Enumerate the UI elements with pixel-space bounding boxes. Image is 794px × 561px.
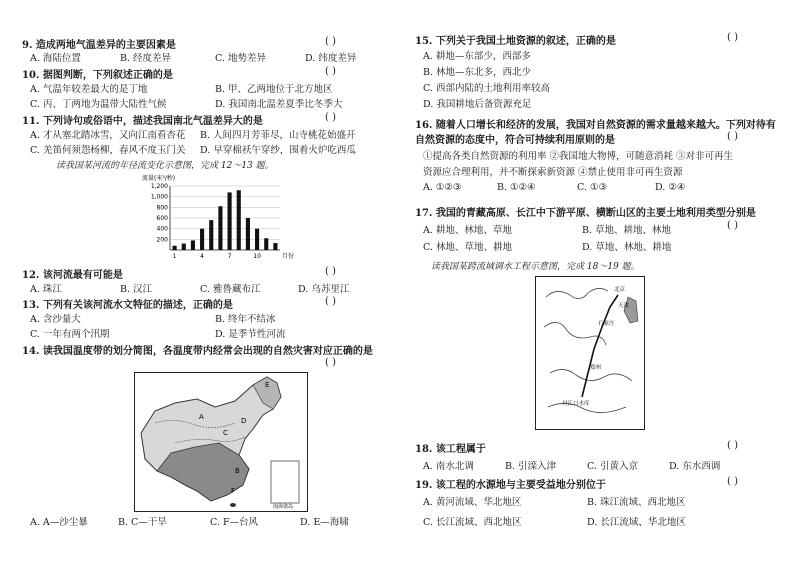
hainan-island (230, 503, 236, 507)
question-18: 18. 该工程属于 (415, 444, 486, 455)
option[interactable]: B. ①②④ (497, 182, 536, 193)
bar (264, 238, 268, 250)
bar (209, 220, 213, 250)
answer-bracket[interactable]: ( ) (325, 266, 336, 277)
y-tick-label: 800 (156, 204, 168, 212)
option[interactable]: A. 南水北调 (423, 461, 474, 472)
option[interactable]: D. 是季节性河流 (215, 329, 286, 340)
bar (182, 244, 186, 250)
option[interactable]: A. 气温年较差最大的是丁地 (30, 84, 148, 95)
option[interactable]: D. 纬度差异 (305, 53, 357, 64)
y-axis-label: 流量(米³/秒) (142, 175, 176, 182)
option[interactable]: D. ②④ (655, 182, 686, 193)
answer-bracket[interactable]: ( ) (325, 112, 336, 123)
question-12: 12. 该河流最有可能是 (22, 270, 123, 281)
inset-label: 南海诸岛 (273, 504, 294, 510)
bar (273, 243, 277, 250)
label-shijiazhuang: 石家庄 (598, 321, 615, 327)
question-9: 9. 造成两地气温差异的主要因素是 (22, 40, 176, 51)
statement-line: ①提高各类自然资源的利用率 ②我国地大物博，可随意消耗 ③对非可再生 (423, 151, 734, 162)
option[interactable]: C. 丙、丁两地为温带大陆性气候 (30, 99, 167, 110)
option[interactable]: B. 汉江 (120, 284, 153, 295)
y-tick-label: 400 (156, 225, 168, 233)
option[interactable]: C. 雅鲁藏布江 (200, 284, 261, 295)
option[interactable]: B. 人间四月芳菲尽，山寺桃花始盛开 (200, 130, 356, 141)
answer-bracket[interactable]: ( ) (325, 36, 336, 47)
map-label-c: C (223, 429, 228, 437)
option[interactable]: D. 我国南北温差夏季比冬季大 (215, 99, 343, 110)
answer-bracket[interactable]: ( ) (325, 296, 336, 307)
option[interactable]: A. 耕地—东部少，西部多 (423, 51, 531, 62)
option[interactable]: A. A—沙尘暴 (30, 517, 88, 528)
option[interactable]: A. 才从塞北踏冰雪，又向江南看杏花 (30, 130, 186, 141)
option[interactable]: A. 黄河流域、华北地区 (423, 497, 522, 508)
option[interactable]: A. 含沙量大 (30, 314, 81, 325)
option[interactable]: C. 地势差异 (215, 53, 266, 64)
y-tick-label: 1,000 (150, 193, 168, 201)
bar (237, 190, 241, 250)
label-tianjin: 天津 (618, 303, 630, 309)
map-label-f: F (231, 487, 236, 495)
question-16: 16. 随着人口增长和经济的发展，我国对自然资源的需求量越来越大。下列对待有 (415, 120, 776, 131)
bar (200, 229, 204, 250)
figure-intro: 读我国某河流的年径流变化示意图，完成 12～13 题。 (56, 161, 274, 171)
answer-bracket[interactable]: ( ) (727, 131, 738, 142)
option[interactable]: A. 海陆位置 (30, 53, 81, 64)
option[interactable]: C. 羌笛何须怨杨柳，春风不度玉门关 (30, 145, 186, 156)
option[interactable]: B. 草地、耕地、林地 (582, 225, 672, 236)
option[interactable]: A. 耕地、林地、草地 (423, 225, 512, 236)
option[interactable]: D. 早穿棉袄午穿纱，围着火炉吃西瓜 (200, 145, 356, 156)
y-tick-label: 1,200 (150, 183, 168, 190)
option[interactable]: C. 一年有两个汛期 (30, 329, 110, 340)
option[interactable]: B. 引滦入津 (505, 461, 557, 472)
water-transfer-map (535, 276, 645, 430)
option[interactable]: B. 经度差异 (120, 53, 172, 64)
question-14: 14. 读我国温度带的划分简图，各温度带内经常会出现的自然灾害对应正确的是 (22, 346, 373, 357)
answer-bracket[interactable]: ( ) (727, 32, 738, 43)
x-tick-label: 7 (227, 253, 232, 260)
option[interactable]: B. 终年不结冰 (215, 314, 276, 325)
answer-bracket[interactable]: ( ) (727, 440, 738, 451)
figure-intro: 读我国某跨流域调水工程示意图，完成 18～19 题。 (431, 262, 640, 272)
x-tick-label: 4 (200, 253, 204, 260)
bar (228, 192, 232, 250)
statement-line: 资源应合理利用，并不断探索新资源 ④禁止使用非可再生资源 (423, 167, 683, 178)
option[interactable]: C. 西部内陆的土地利用率较高 (423, 83, 550, 94)
option[interactable]: D. 东水西调 (669, 461, 721, 472)
bar (246, 218, 250, 250)
answer-bracket[interactable]: ( ) (325, 357, 336, 368)
option[interactable]: C. 林地、草地、耕地 (423, 242, 512, 253)
map-label-e: E (265, 381, 270, 389)
option[interactable]: D. 长江流域、华北地区 (587, 517, 686, 528)
river (550, 369, 632, 381)
option[interactable]: C. 长江流域、西北地区 (423, 517, 522, 528)
option[interactable]: D. E—海啸 (300, 517, 349, 528)
option[interactable]: A. 珠江 (30, 284, 62, 295)
option[interactable]: C. F—台风 (210, 517, 259, 528)
y-tick-label: 200 (156, 236, 168, 244)
bar (173, 246, 177, 250)
map-label-b: B (235, 467, 240, 475)
option[interactable]: D. 我国耕地后备资源充足 (423, 99, 532, 110)
river (546, 288, 608, 298)
x-tick-label: 1 (172, 253, 177, 260)
question-16-cont: 自然资源的态度中，符合可持续利用原则的是 (415, 135, 615, 146)
map-label-d: D (241, 417, 247, 425)
option[interactable]: B. 甲、乙两地位于北方地区 (215, 84, 333, 95)
x-axis-label: 月份 (282, 253, 295, 260)
option[interactable]: C. 引黄入京 (587, 461, 638, 472)
answer-bracket[interactable]: ( ) (727, 220, 738, 231)
bar (255, 229, 259, 250)
y-tick-label: 600 (156, 215, 168, 222)
x-tick-label: 10 (253, 253, 261, 260)
temperature-zone-map (134, 372, 308, 512)
label-zhengzhou: 郑州 (590, 365, 602, 371)
question-10: 10. 据图判断，下列叙述正确的是 (22, 70, 173, 81)
option[interactable]: C. ①③ (577, 182, 608, 193)
option[interactable]: D. 草地、林地、耕地 (582, 242, 672, 253)
answer-bracket[interactable]: ( ) (727, 476, 738, 487)
option[interactable]: B. C—干旱 (118, 517, 167, 528)
option[interactable]: D. 乌苏里江 (298, 284, 350, 295)
question-13: 13. 下列有关该河流水文特征的描述，正确的是 (22, 300, 233, 311)
runoff-chart (140, 172, 295, 264)
label-beijing: 北京 (614, 287, 626, 293)
question-17: 17. 我国的青藏高原、长江中下游平原、横断山区的主要土地利用类型分别是 (415, 208, 756, 219)
bohai-sea (624, 297, 638, 323)
south-sea-inset (271, 461, 299, 503)
label-danjiangkou: 丹江口水库 (562, 401, 590, 407)
bar (218, 206, 222, 250)
map-label-a: A (199, 413, 204, 421)
question-19: 19. 该工程的水源地与主要受益地分别位于 (415, 480, 606, 491)
bar (191, 240, 195, 250)
right-page (397, 0, 794, 561)
option[interactable]: A. ①②③ (423, 182, 462, 193)
canal-route (582, 295, 618, 397)
option[interactable]: B. 林地—东北多，西北少 (423, 67, 532, 78)
question-15: 15. 下列关于我国土地资源的叙述，正确的是 (415, 36, 616, 47)
answer-bracket[interactable]: ( ) (325, 66, 336, 77)
question-11: 11. 下列诗句或俗语中，描述我国南北气温差异大的是 (22, 116, 263, 127)
option[interactable]: B. 珠江流域、西北地区 (587, 497, 686, 508)
